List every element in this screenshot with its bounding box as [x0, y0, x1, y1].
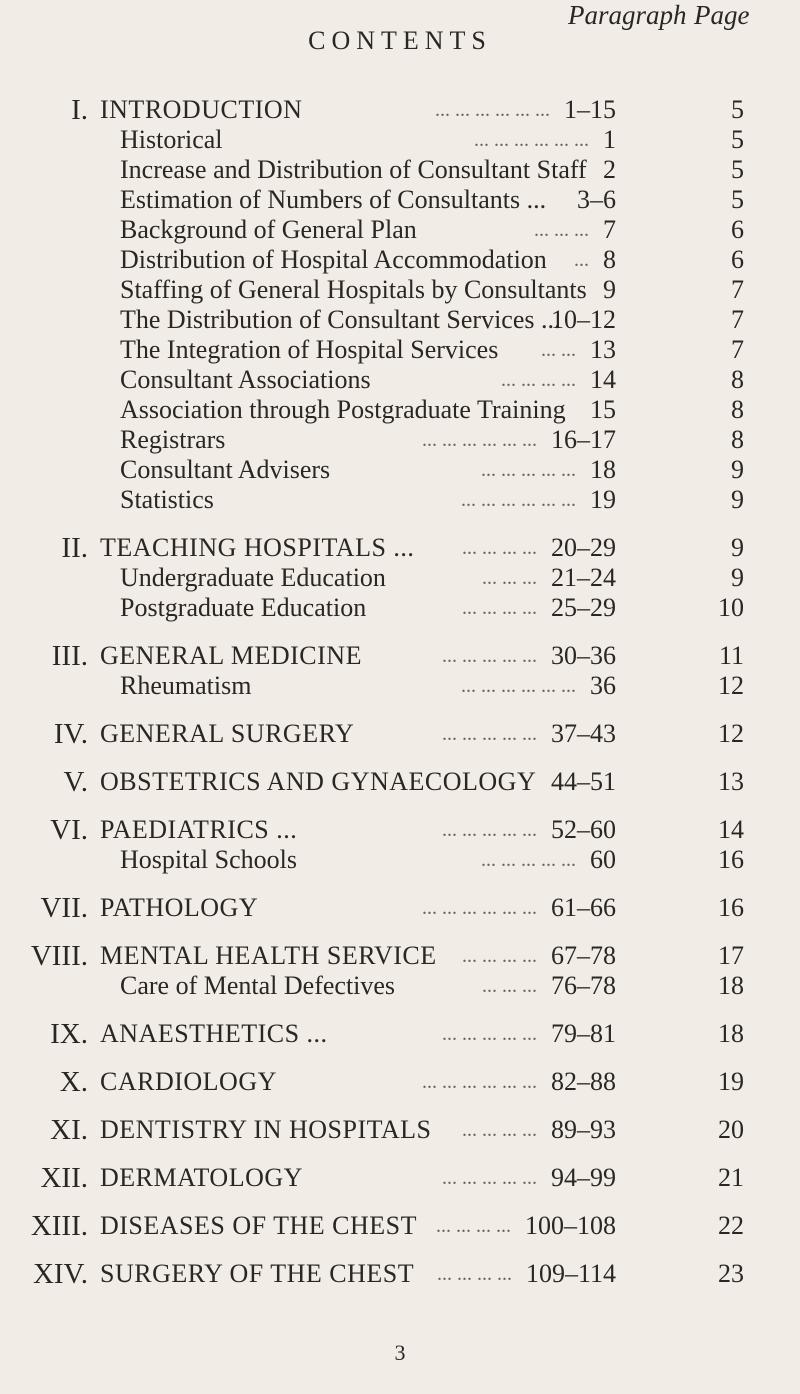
dot-leader: ... ... ... ... ... — [442, 1167, 537, 1189]
toc-entry-label: Historical — [120, 125, 223, 154]
section-numeral: X. — [59, 1066, 88, 1098]
paragraph-range: 44–51 — [551, 767, 616, 796]
dot-leader: ... ... ... ... ... — [442, 723, 537, 745]
dot-leader: ... ... ... ... ... ... — [435, 99, 550, 121]
page-number-ref: 13 — [718, 767, 744, 796]
toc-entry-label: DENTISTRY IN HOSPITALS — [100, 1115, 432, 1144]
paragraph-range: 9 — [603, 275, 616, 304]
page-number-ref: 8 — [731, 395, 744, 424]
paragraph-range: 30–36 — [551, 641, 616, 670]
page-number-ref: 19 — [718, 1067, 744, 1096]
page-number-ref: 9 — [731, 533, 744, 562]
paragraph-range: 18 — [590, 455, 616, 484]
toc-section-row — [0, 1019, 800, 1049]
page-title: CONTENTS — [308, 26, 492, 55]
section-numeral: I. — [71, 94, 88, 126]
page-number-ref: 5 — [731, 125, 744, 154]
section-numeral: II. — [61, 532, 88, 564]
table-of-contents — [0, 95, 800, 1289]
toc-subsection-row — [0, 395, 800, 425]
page-number-ref: 10 — [718, 593, 744, 622]
paragraph-range: 100–108 — [525, 1211, 616, 1240]
toc-entry-label: The Integration of Hospital Services — [120, 335, 499, 364]
section-numeral: VI. — [50, 814, 88, 846]
toc-entry-label: Care of Mental Defectives — [120, 971, 396, 1000]
toc-entry-label: Consultant Associations — [120, 365, 371, 394]
dot-leader: ... ... ... — [534, 219, 589, 241]
dot-leader: ... ... ... ... — [437, 1263, 512, 1285]
section-numeral: XIV. — [32, 1258, 88, 1290]
paragraph-range: 20–29 — [551, 533, 616, 562]
page-number-ref: 8 — [731, 365, 744, 394]
toc-entry-label: CARDIOLOGY — [100, 1067, 277, 1096]
dot-leader: ... ... ... ... ... ... — [474, 129, 589, 151]
paragraph-range: 1–15 — [564, 95, 616, 124]
page-number-ref: 18 — [718, 971, 744, 1000]
page-column-header: Page — [694, 0, 750, 30]
page-number-ref: 12 — [718, 719, 744, 748]
toc-entry-label: SURGERY OF THE CHEST — [100, 1259, 415, 1288]
dot-leader: ... ... ... ... ... ... — [461, 675, 576, 697]
dot-leader: ... ... ... ... ... — [442, 645, 537, 667]
page-number-ref: 7 — [731, 275, 744, 304]
toc-entry-label: Consultant Advisers — [120, 455, 331, 484]
dot-leader: ... ... ... ... ... — [481, 459, 576, 481]
page-number-ref: 5 — [731, 95, 744, 124]
toc-entry-label: Undergraduate Education — [120, 563, 386, 592]
toc-entry-label: ANAESTHETICS ... — [100, 1019, 328, 1048]
section-numeral: V. — [63, 766, 88, 798]
section-numeral: III. — [51, 640, 88, 672]
paragraph-range: 109–114 — [525, 1259, 616, 1288]
paragraph-range: 15 — [590, 395, 616, 424]
dot-leader: ... ... ... ... — [462, 597, 537, 619]
toc-section-row — [0, 1211, 800, 1241]
toc-section-row — [0, 1067, 800, 1097]
dot-leader: ... ... ... ... — [462, 945, 537, 967]
toc-entry-label: PAEDIATRICS ... — [100, 815, 298, 844]
toc-entry-label: Staffing of General Hospitals by Consultants — [120, 275, 587, 304]
toc-entry-label: Distribution of Hospital Accommodation — [120, 245, 547, 274]
toc-entry-label: Registrars — [120, 425, 226, 454]
toc-entry-label: Hospital Schools — [120, 845, 297, 874]
paragraph-range: 19 — [590, 485, 616, 514]
paragraph-range: 52–60 — [551, 815, 616, 844]
dot-leader: ... — [574, 249, 589, 271]
dot-leader: ... ... ... ... — [462, 537, 537, 559]
toc-entry-label: GENERAL SURGERY — [100, 719, 355, 748]
section-numeral: XIII. — [30, 1210, 88, 1242]
toc-entry-label: Increase and Distribution of Consultant Staff — [120, 155, 587, 184]
toc-entry-label: TEACHING HOSPITALS ... — [100, 533, 415, 562]
toc-subsection-row — [0, 155, 800, 185]
toc-subsection-row — [0, 305, 800, 335]
page-number-ref: 9 — [731, 455, 744, 484]
toc-entry-label: The Distribution of Consultant Services ... — [120, 305, 561, 334]
toc-subsection-row — [0, 365, 800, 395]
dot-leader: ... ... ... ... ... — [481, 849, 576, 871]
paragraph-range: 13 — [590, 335, 616, 364]
toc-entry-label: OBSTETRICS AND GYNAECOLOGY — [100, 767, 537, 796]
section-numeral: VII. — [40, 892, 88, 924]
section-numeral: XII. — [40, 1162, 88, 1194]
paragraph-range: 79–81 — [551, 1019, 616, 1048]
paragraph-range: 14 — [590, 365, 616, 394]
toc-section-row — [0, 815, 800, 845]
toc-subsection-row — [0, 215, 800, 245]
toc-subsection-row — [0, 593, 800, 623]
page-number-ref: 9 — [731, 485, 744, 514]
dot-leader: ... ... ... ... ... ... — [461, 489, 576, 511]
page-number-ref: 14 — [718, 815, 744, 844]
toc-entry-label: Association through Postgraduate Training — [120, 395, 566, 424]
toc-subsection-row — [0, 971, 800, 1001]
toc-subsection-row — [0, 125, 800, 155]
toc-entry-label: GENERAL MEDICINE — [100, 641, 362, 670]
toc-entry-label: DISEASES OF THE CHEST — [100, 1211, 418, 1240]
section-numeral: XI. — [50, 1114, 88, 1146]
paragraph-range: 76–78 — [551, 971, 616, 1000]
paragraph-range: 37–43 — [551, 719, 616, 748]
page-number: 3 — [394, 1340, 406, 1365]
section-numeral: IX. — [50, 1018, 88, 1050]
toc-section-row — [0, 893, 800, 923]
section-numeral: VIII. — [30, 940, 88, 972]
page-number-ref: 22 — [718, 1211, 744, 1240]
dot-leader: ... ... ... — [482, 975, 537, 997]
dot-leader: ... ... ... ... — [462, 1119, 537, 1141]
page-number-ref: 23 — [718, 1259, 744, 1288]
toc-section-row — [0, 1259, 800, 1289]
toc-subsection-row — [0, 563, 800, 593]
page-number-ref: 20 — [718, 1115, 744, 1144]
toc-section-row — [0, 719, 800, 749]
dot-leader: ... ... ... ... — [436, 1215, 511, 1237]
toc-subsection-row — [0, 455, 800, 485]
page-number-ref: 18 — [718, 1019, 744, 1048]
dot-leader: ... ... ... ... ... — [442, 1023, 537, 1045]
toc-subsection-row — [0, 275, 800, 305]
paragraph-range: 25–29 — [551, 593, 616, 622]
paragraph-range: 61–66 — [551, 893, 616, 922]
dot-leader: ... ... ... ... ... ... — [422, 1071, 537, 1093]
toc-entry-label: Rheumatism — [120, 671, 252, 700]
dot-leader: ... ... ... — [482, 567, 537, 589]
paragraph-range: 89–93 — [551, 1115, 616, 1144]
dot-leader: ... ... ... ... ... ... — [422, 897, 537, 919]
page-number-ref: 11 — [718, 641, 744, 670]
toc-entry-label: Statistics — [120, 485, 214, 514]
page-number-ref: 9 — [731, 563, 744, 592]
page-number-ref: 5 — [731, 155, 744, 184]
paragraph-range: 82–88 — [551, 1067, 616, 1096]
toc-entry-label: Background of General Plan — [120, 215, 417, 244]
toc-section-row — [0, 533, 800, 563]
toc-subsection-row — [0, 485, 800, 515]
dot-leader: ... ... ... ... ... ... — [422, 429, 537, 451]
paragraph-range: 8 — [603, 245, 616, 274]
toc-section-row — [0, 767, 800, 797]
page-number-ref: 7 — [731, 335, 744, 364]
toc-entry-label: PATHOLOGY — [100, 893, 259, 922]
toc-section-row — [0, 941, 800, 971]
dot-leader: ... ... ... ... ... — [442, 819, 537, 841]
toc-subsection-row — [0, 845, 800, 875]
page-number-ref: 16 — [718, 893, 744, 922]
toc-section-row — [0, 641, 800, 671]
page-number-ref: 8 — [731, 425, 744, 454]
page-number-ref: 6 — [731, 245, 744, 274]
page-number-ref: 6 — [731, 215, 744, 244]
page-number-ref: 17 — [718, 941, 744, 970]
dot-leader: ... ... ... ... — [501, 369, 576, 391]
paragraph-range: 16–17 — [551, 425, 616, 454]
paragraph-range: 67–78 — [551, 941, 616, 970]
toc-subsection-row — [0, 245, 800, 275]
page-number-ref: 5 — [731, 185, 744, 214]
paragraph-column-header: Paragraph — [568, 0, 687, 30]
paragraph-range: 3–6 — [577, 185, 616, 214]
dot-leader: ... ... — [541, 339, 576, 361]
toc-section-row — [0, 95, 800, 125]
section-numeral: IV. — [53, 718, 88, 750]
toc-entry-label: Estimation of Numbers of Consultants ... — [120, 185, 547, 214]
toc-entry-label: INTRODUCTION — [100, 95, 303, 124]
toc-subsection-row — [0, 425, 800, 455]
toc-entry-label: MENTAL HEALTH SERVICE — [100, 941, 437, 970]
page-number-ref: 7 — [731, 305, 744, 334]
toc-entry-label: Postgraduate Education — [120, 593, 367, 622]
paragraph-range: 1 — [603, 125, 616, 154]
toc-entry-label: DERMATOLOGY — [100, 1163, 303, 1192]
toc-subsection-row — [0, 335, 800, 365]
paragraph-range: 36 — [590, 671, 616, 700]
toc-subsection-row — [0, 185, 800, 215]
toc-section-row — [0, 1115, 800, 1145]
page-number-ref: 12 — [718, 671, 744, 700]
page-number-ref: 21 — [718, 1163, 744, 1192]
toc-section-row — [0, 1163, 800, 1193]
toc-subsection-row — [0, 671, 800, 701]
page-number-ref: 16 — [718, 845, 744, 874]
paragraph-range: 94–99 — [551, 1163, 616, 1192]
paragraph-range: 21–24 — [551, 563, 616, 592]
paragraph-range: 60 — [590, 845, 616, 874]
paragraph-range: 10–12 — [551, 305, 616, 334]
paragraph-range: 2 — [603, 155, 616, 184]
paragraph-range: 7 — [603, 215, 616, 244]
